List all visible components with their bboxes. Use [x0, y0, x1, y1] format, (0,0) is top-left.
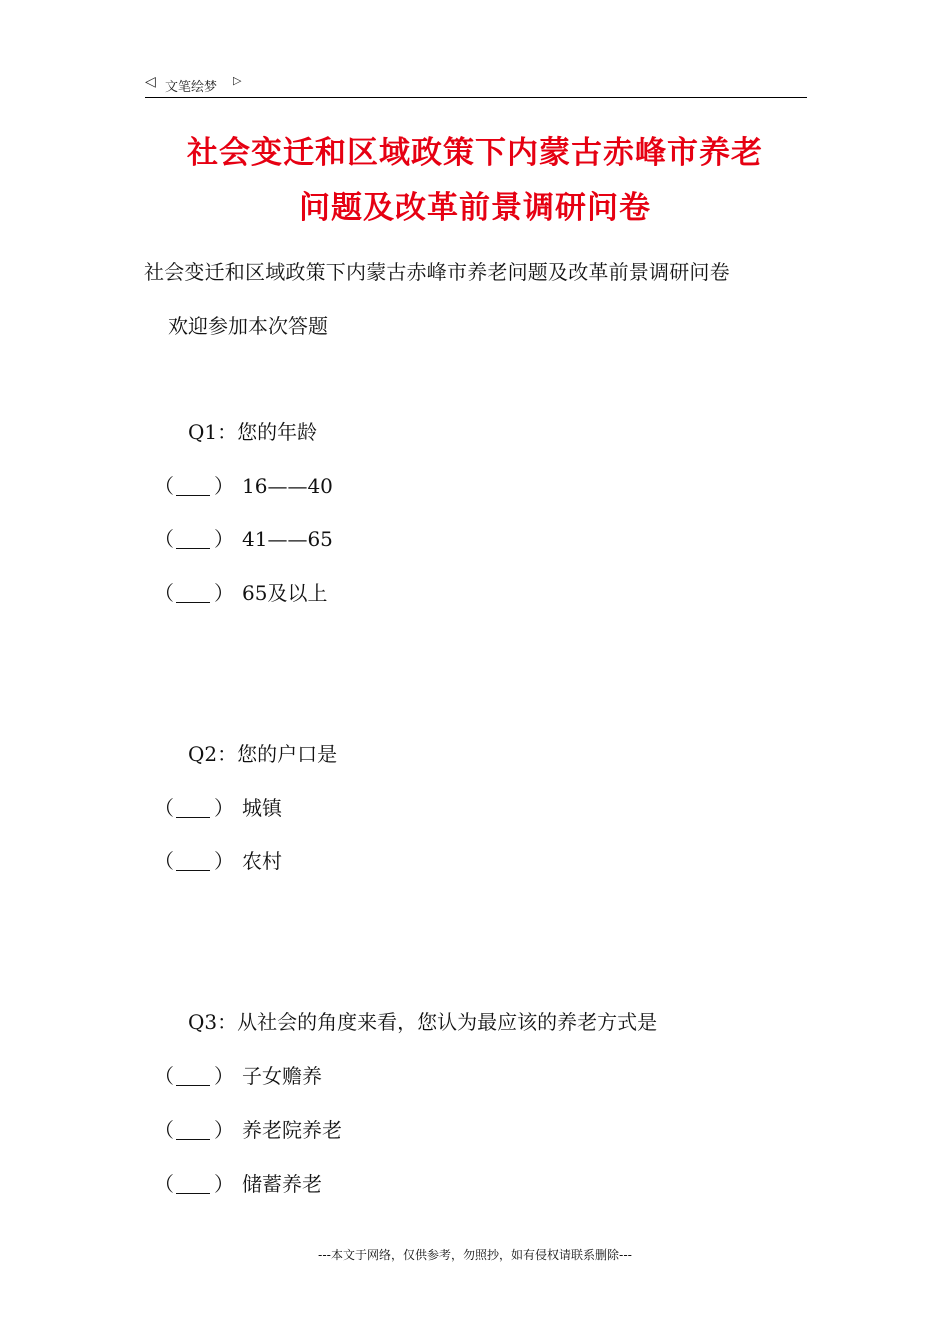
welcome-text: 欢迎参加本次答题	[168, 314, 328, 338]
answer-blank[interactable]: （ ）	[154, 527, 234, 551]
question-label: Q3：从社会的角度来看，您认为最应该的养老方式是	[188, 1010, 658, 1034]
option-text: 子女赡养	[242, 1064, 322, 1088]
answer-blank[interactable]: （ ）	[154, 1172, 234, 1196]
answer-option[interactable]	[154, 472, 333, 500]
option-text: 城镇	[242, 796, 282, 820]
answer-option[interactable]	[154, 1170, 322, 1198]
option-text: 65及以上	[242, 581, 328, 605]
answer-blank[interactable]: （ ）	[154, 849, 234, 873]
answer-option[interactable]	[154, 847, 282, 875]
answer-blank[interactable]: （ ）	[154, 796, 234, 820]
option-text: 农村	[242, 849, 282, 873]
answer-blank[interactable]: （ ）	[154, 581, 234, 605]
question-label: Q2：您的户口是	[188, 742, 338, 766]
document-subtitle: 社会变迁和区域政策下内蒙古赤峰市养老问题及改革前景调研问卷	[144, 260, 730, 284]
option-text: 41——65	[242, 527, 333, 551]
question-label: Q1：您的年龄	[188, 420, 318, 444]
document-title-line-2: 问题及改革前景调研问卷	[299, 190, 651, 226]
answer-blank[interactable]: （ ）	[154, 474, 234, 498]
option-text: 16——40	[242, 474, 333, 498]
page-footer: ---本文于网络，仅供参考，勿照抄，如有侵权请联系删除---	[318, 1248, 632, 1262]
answer-option[interactable]	[154, 794, 282, 822]
answer-option[interactable]	[154, 1116, 342, 1144]
option-text: 储蓄养老	[242, 1172, 322, 1196]
header-divider	[145, 97, 807, 98]
triangle-right-icon: ▷	[233, 74, 242, 87]
answer-option[interactable]	[154, 579, 327, 607]
answer-blank[interactable]: （ ）	[154, 1118, 234, 1142]
page-header	[145, 74, 805, 96]
option-text: 养老院养老	[242, 1118, 342, 1142]
answer-option[interactable]	[154, 1062, 322, 1090]
answer-option[interactable]	[154, 525, 333, 553]
triangle-left-icon: ◁	[145, 74, 156, 90]
answer-blank[interactable]: （ ）	[154, 1064, 234, 1088]
header-brand-text: 文笔绘梦	[165, 80, 218, 95]
document-title-line-1: 社会变迁和区域政策下内蒙古赤峰市养老	[187, 135, 763, 171]
